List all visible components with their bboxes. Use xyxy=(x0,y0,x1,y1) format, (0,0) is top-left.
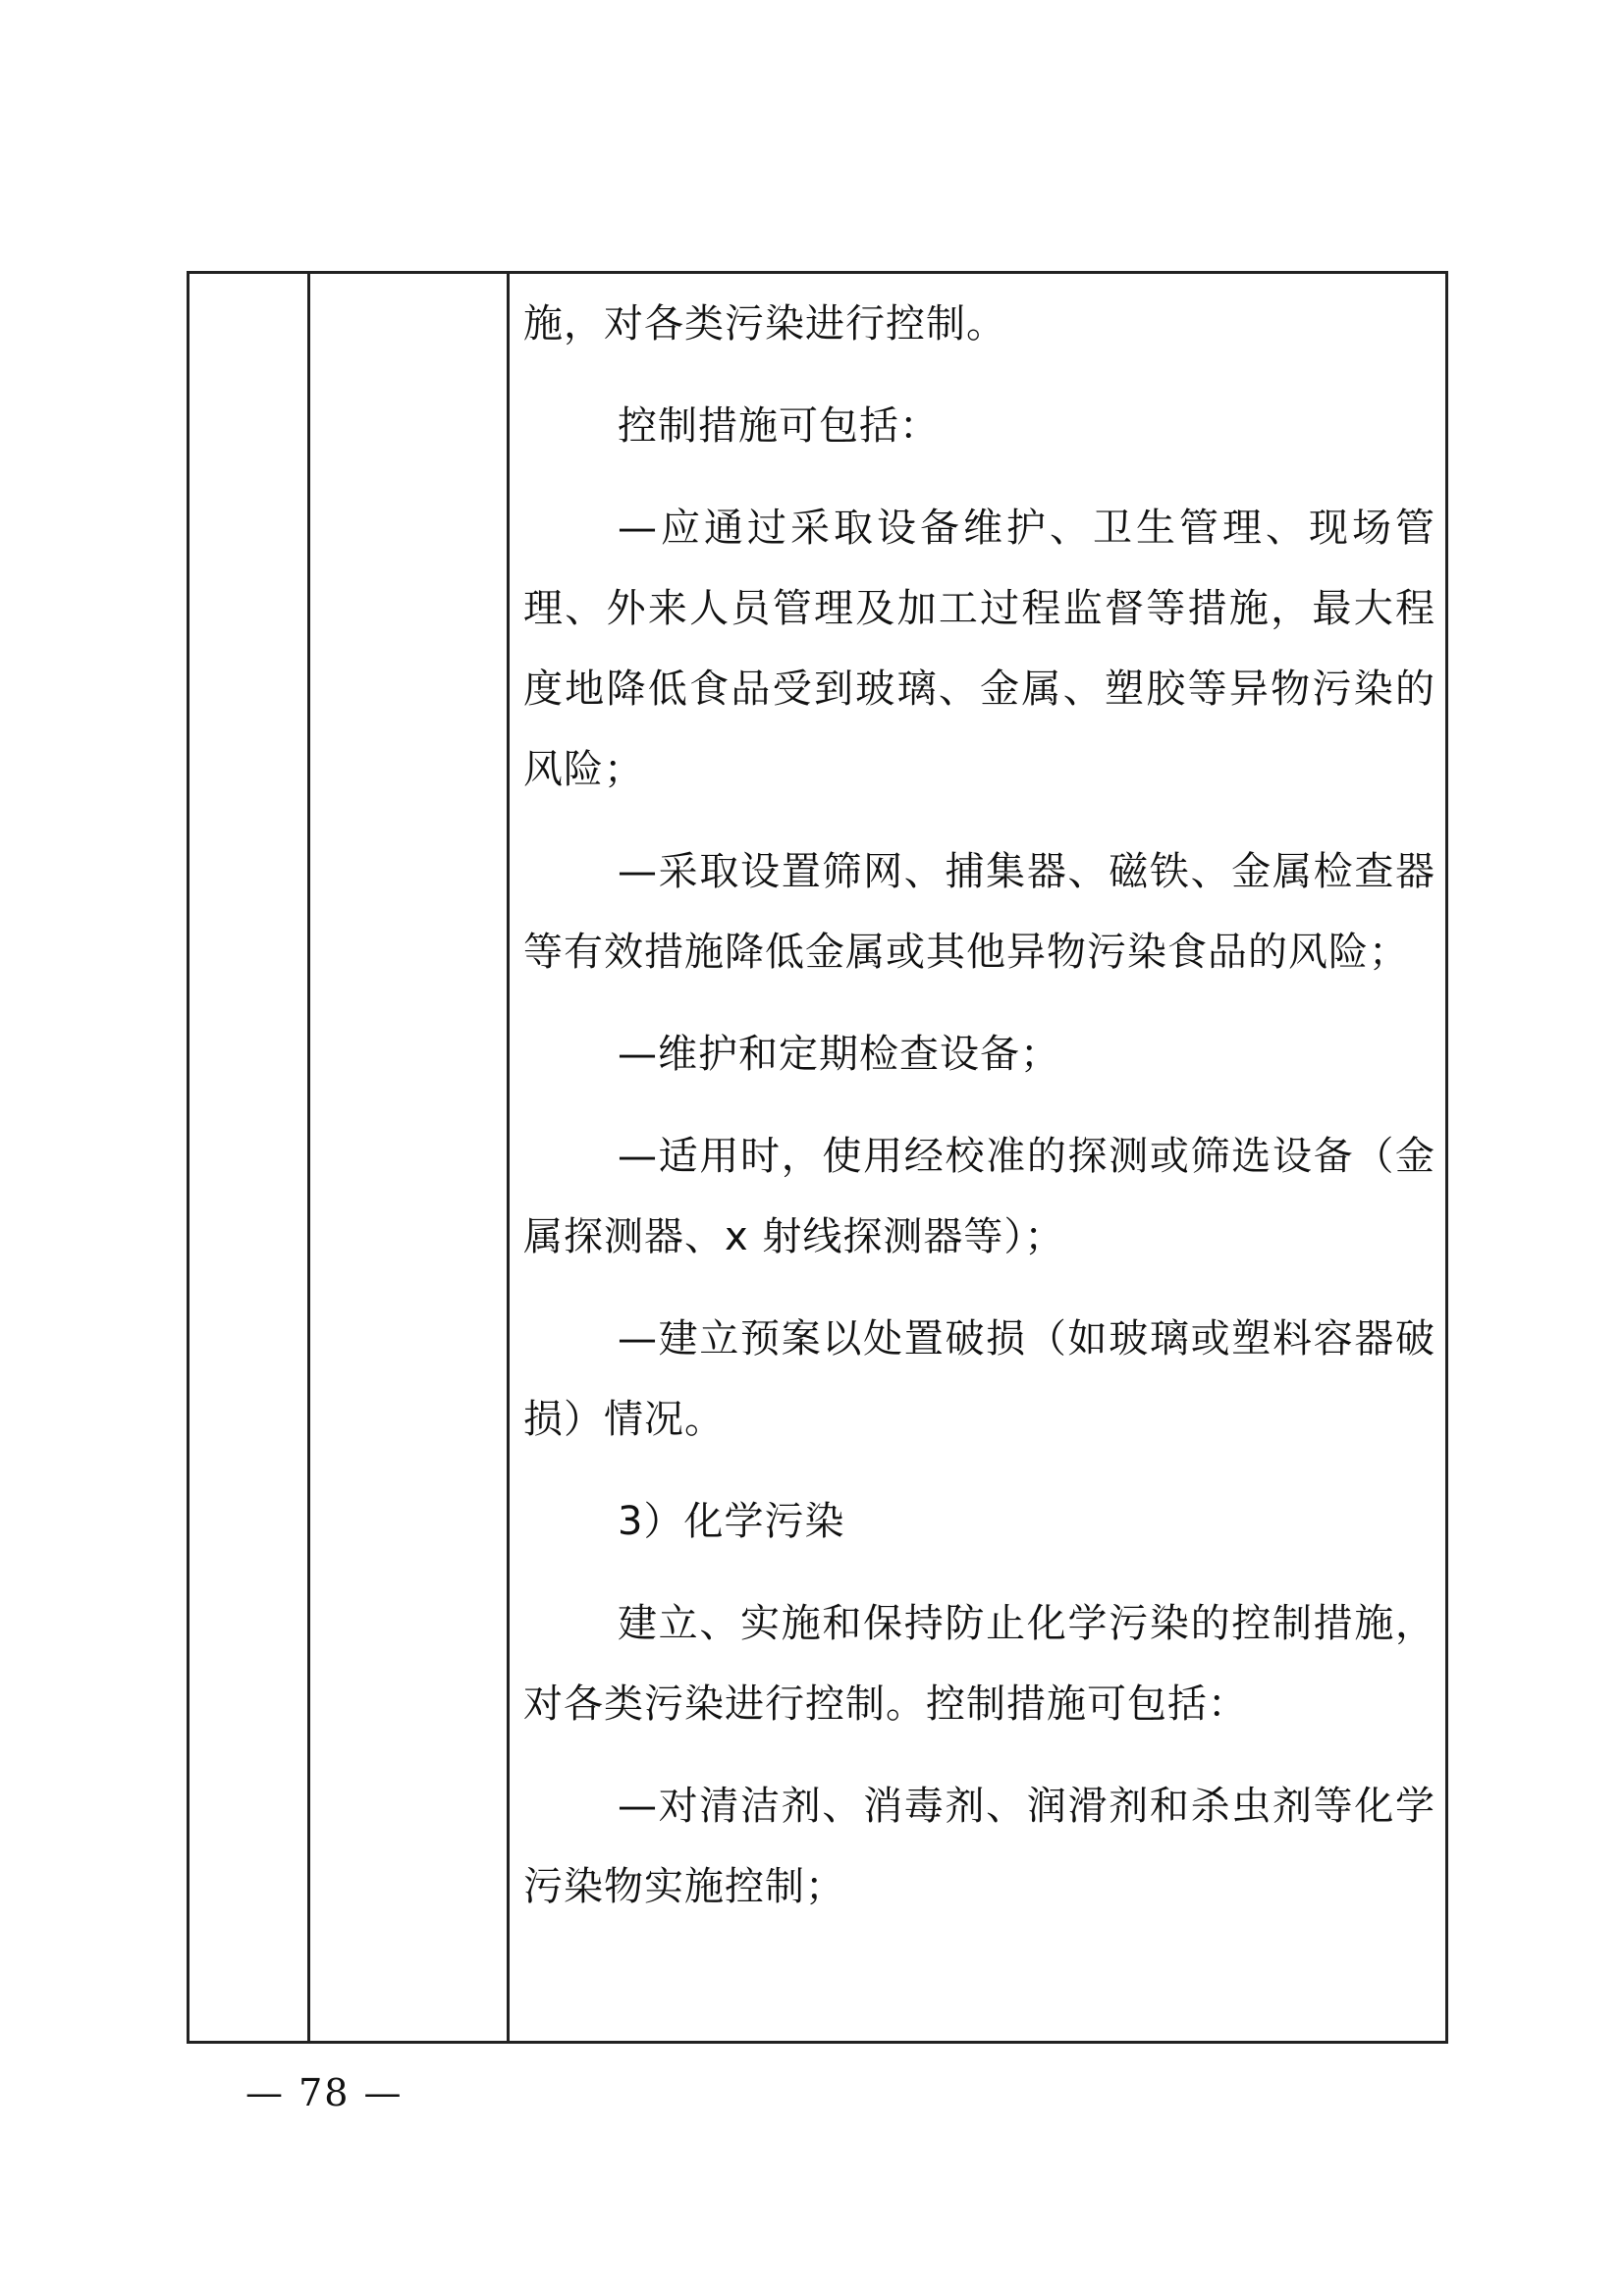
paragraph-chemical-controls: 建立、实施和保持防止化学污染的控制措施，对各类污染进行控制。控制措施可包括： xyxy=(523,1601,1435,1727)
paragraph-control-measures-intro: 控制措施可包括： xyxy=(618,403,940,449)
empty-cell-column-1 xyxy=(189,273,309,2043)
content-cell xyxy=(509,273,1447,2043)
paragraph-bullet-detection-devices: —适用时，使用经校准的探测或筛选设备（金属探测器、x 射线探测器等）； xyxy=(523,1134,1435,1259)
paragraph-continuation: 施，对各类污染进行控制。 xyxy=(523,301,1006,347)
table-row xyxy=(189,273,1447,2043)
empty-cell-column-2 xyxy=(309,273,509,2043)
document-table xyxy=(187,271,1448,2044)
section-heading-chemical-contamination: 3）化学污染 xyxy=(618,1499,845,1544)
paragraph-bullet-screens-magnets: —采取设置筛网、捕集器、磁铁、金属检查器等有效措施降低金属或其他异物污染食品的风险； xyxy=(523,849,1435,975)
paragraph-bullet-breakage-plan: —建立预案以处置破损（如玻璃或塑料容器破损）情况。 xyxy=(523,1316,1435,1442)
paragraph-bullet-equipment-maintenance: —应通过采取设备维护、卫生管理、现场管理、外来人员管理及加工过程监督等措施，最大程度地降低食品受到玻璃、金属、塑胶等异物污染的风险； xyxy=(523,506,1435,792)
page-number: — 78 — xyxy=(245,2071,404,2114)
paragraph-bullet-inspect-equipment: —维护和定期检查设备； xyxy=(618,1032,1060,1077)
paragraph-bullet-chemical-agents: —对清洁剂、消毒剂、润滑剂和杀虫剂等化学污染物实施控制； xyxy=(523,1784,1435,1909)
